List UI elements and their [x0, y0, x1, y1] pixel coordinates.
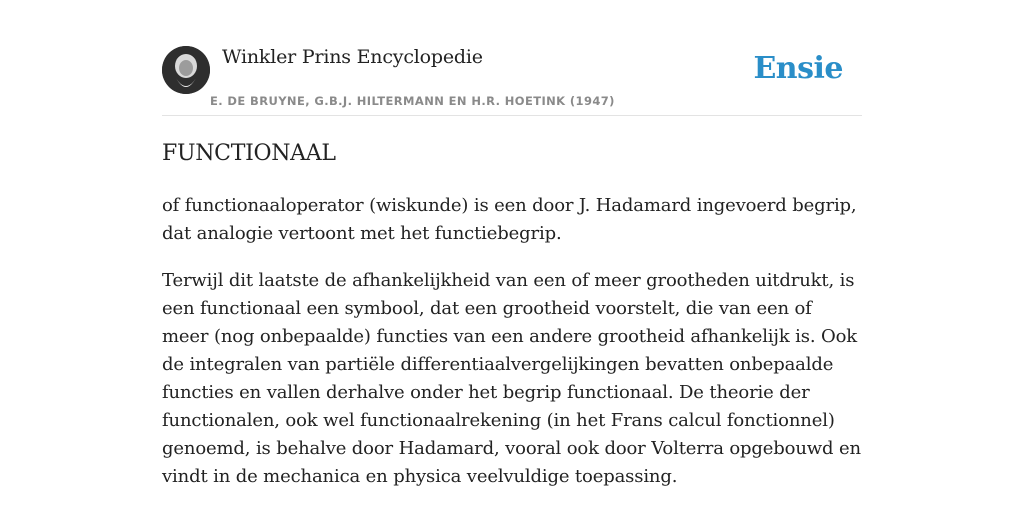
- entry-paragraph: of functionaaloperator (wiskunde) is een door J. Hadamard ingevoerd begrip, dat analogie vertoont met het functiebegrip.: [162, 195, 857, 244]
- entry-paragraph: Terwijl dit laatste de afhankelijkheid van een of meer grootheden uitdrukt, is een functionaal een symbool, dat een grootheid voorstelt, die van een of meer (nog onbepaalde) functies van een andere grootheid afhankelijk is. Ook de integralen van partiële differentiaalvergelijkingen bevatten onbepaalde functies en vallen derhalve onder het begrip functionaal. De theorie der functionalen, ook wel functionaalrekening (in het Frans calcul fonctionnel) genoemd, is behalve door Hadamard, vooral ook door Volterra opgebouwd en vindt in de mechanica en physica veelvuldige toepassing.: [162, 270, 861, 487]
- source-title[interactable]: Winkler Prins Encyclopedie: [222, 46, 483, 68]
- author-avatar: [162, 46, 210, 94]
- ensie-logo[interactable]: Ensie: [753, 51, 843, 86]
- entry-title: FUNCTIONAAL: [162, 141, 336, 166]
- source-header: [162, 46, 862, 116]
- portrait-icon: [162, 46, 210, 94]
- header-divider: [162, 115, 862, 116]
- entry-body: [162, 192, 862, 510]
- authors-line: E. DE BRUYNE, G.B.J. HILTERMANN EN H.R. HOETINK (1947): [210, 94, 615, 108]
